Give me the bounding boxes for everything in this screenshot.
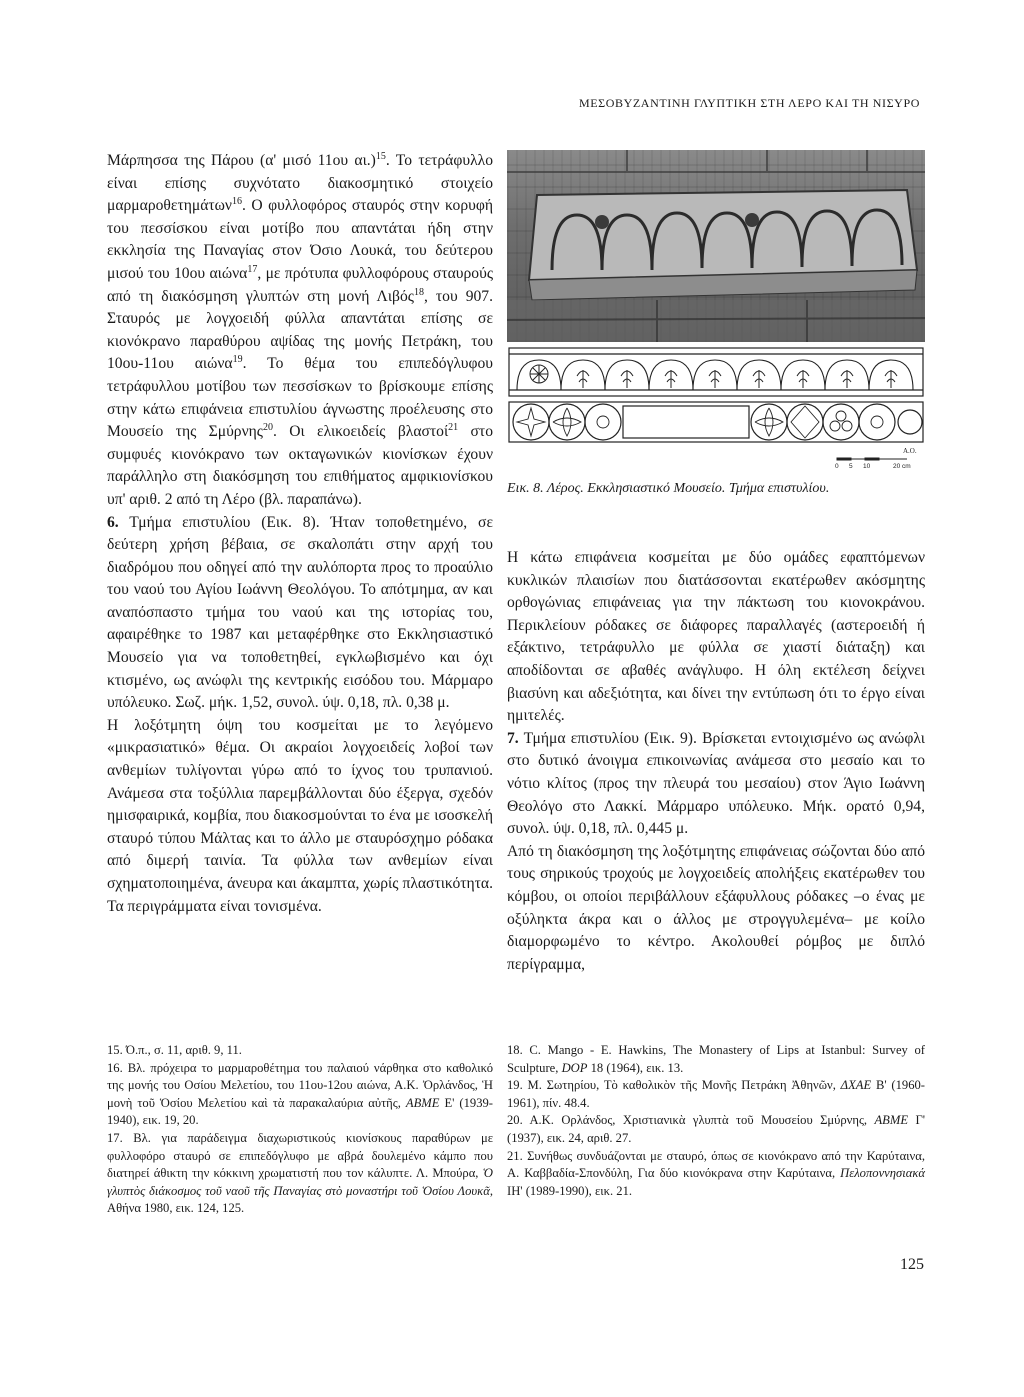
footnote-16: 16. Βλ. πρόχειρα το μαρμαροθέτημα του παλαιού νάρθηκα στο καθολικό της μονής του Οσίου Μελετίου, του 11ου-12ου αιώνα, Α.Κ. Ὀρλάνδος, Ἡ μονὴ τοῦ Ὁσίου Μελετίου καὶ τὰ παρακαλαύρια αὐτῆς, ΑΒΜΕ Ε' (1939-1940), εικ. 19, 20. xyxy=(107,1060,493,1128)
figure-photo-epistyle xyxy=(507,150,925,342)
footnote-18: 18. C. Mango - E. Hawkins, The Monastery of Lips at Istanbul: Survey of Sculpture, DOP 18 (1964), εικ. 13. xyxy=(507,1043,925,1075)
figure-8 xyxy=(507,150,925,470)
footnote-19: 19. Μ. Σωτηρίου, Τὸ καθολικὸν τῆς Μονῆς Πετράκη Ἀθηνῶν, ΔΧΑΕ Β' (1960-1961), πίν. 48.4. xyxy=(507,1078,925,1110)
right-column xyxy=(507,547,925,976)
footnote-ref-16[interactable]: 16 xyxy=(231,196,242,207)
page-number: 125 xyxy=(900,1256,924,1273)
footnote-ref-20[interactable]: 20 xyxy=(262,421,273,433)
paragraph-right-2: 7. Τμήμα επιστυλίου (Εικ. 9). Βρίσκεται εντοιχισμένο ως ανώφλι στο δυτικό άνοιγμα επικοινωνίας ανάμεσα στο μεσαίο και το νότιο κλίτος (προς την πλευρά του μεσαίου) στον Άγιο Ιωάννη Θεολόγο στο Λακκί. Μάρμαρο υπόλευκο. Μήκ. ορατό 0,94, συνολ. ύψ. 0,18, πλ. 0,445 μ. xyxy=(507,729,925,838)
entry-number-6: 6. xyxy=(107,513,119,531)
scale-label-5: 5 xyxy=(849,463,853,470)
scale-label-20: 20 cm xyxy=(893,463,911,470)
paragraph-right-1: Η κάτω επιφάνεια κοσμείται με δύο ομάδες εφαπτόμενων κυκλικών πλαισίων που διατάσσονται εκατέρωθεν ακόσμητης ορθογώνιας επιφάνειας για την πάκτωση του κιονοκράνου. Περικλείουν ρόδακες σε διάφορες παραλλαγές (αστεροειδή ή εξάκτινο, τετράφυλλο με φύλλα σε χιαστί διάταξη) και αποδίδονται σε αβαθές ανάγλυφο. Η όλη εκτέλεση δείχνει βιασύνη και αδεξιότητα, και δίνει την εντύπωση ότι το έργο είναι ημιτελές. xyxy=(507,549,925,725)
scale-bar xyxy=(837,458,907,460)
scale-label-10: 10 xyxy=(863,463,871,470)
footnote-ref-19[interactable]: 19 xyxy=(232,354,243,366)
footnotes-right xyxy=(507,1042,925,1200)
footnotes-left xyxy=(107,1042,493,1218)
footnote-ref-17[interactable]: 17 xyxy=(247,263,258,275)
paragraph-right-3: Από τη διακόσμηση της λοξότμητης επιφάνειας σώζονται δύο από τους σηρικούς τροχούς με λογχοειδείς απολήξεις εκατέρωθεν του κόμβου, οι οποίοι περιβάλλουν εξάφυλλους ρόδακες –ο ένας με οξύληκτα άκρα και ο άλλος με στρογγυλεμένα– με κοίλο διαμορφωμένο το κέντρο. Ακολουθεί ρόμβος με διπλό περίγραμμα, xyxy=(507,842,925,973)
footnote-21: 21. Συνήθως συνδυάζονται με σταυρό, όπως σε κιονόκρανο από την Καρύταινα, Α. Καββαδία-Σπονδύλη, Για δύο κιονόκρανα στην Καρύταινα, Πελοποννησιακά ΙΗ' (1989-1990), εικ. 21. xyxy=(507,1148,925,1198)
drawing-initials: Α.Ο. xyxy=(903,447,917,455)
figure-drawing-epistyle xyxy=(507,346,925,470)
footnote-ref-21[interactable]: 21 xyxy=(448,421,459,433)
figure-caption: Εικ. 8. Λέρος. Εκκλησιαστικό Μουσείο. Τμήμα επιστυλίου. xyxy=(507,481,830,496)
footnote-17: 17. Βλ. για παράδειγμα διαχωριστικούς κιονίσκους παραθύρων με φυλλοφόρο σταυρό σε επιπεδόγλυφο με αβρά δουλεμένο κάμπο που διατηρεί άθικτη την κόκκινη χρωματιστή που τον κάλυπτε. Λ. Μπούρα, Ὁ γλυπτὸς διάκοσμος τοῦ ναοῦ τῆς Παναγίας στὸ μοναστήρι τοῦ Ὁσίου Λουκᾶ, Αθήνα 1980, εικ. 124, 125. xyxy=(107,1130,493,1216)
paragraph-left-2: 6. Τμήμα επιστυλίου (Εικ. 8). Ήταν τοποθετημένο, σε δεύτερη χρήση βέβαια, σε σκαλοπάτι στην αρχή του διαδρόμου που οδηγεί από την αυλόπορτα προς το πρoαύλιο του ναού του Αγίου Ιωάννη Θεολόγου. Το απότμημα, αν και αναπόσπαστο τμήμα του ναού και της ιστορίας του, αφαιρέθηκε το 1987 και μεταφέρθηκε στο Εκκλησιαστικό Μουσείο για να τοποθετηθεί, εγκλωβισμένο και όχι κτισμένο, ως ανώφλι της κεντρικής εισόδου του. Μάρμαρο υπόλευκο. Σωζ. μήκ. 1,52, συνολ. ύψ. 0,18, πλ. 0,38 μ. xyxy=(107,513,493,712)
footnote-15: 15. Ό.π., σ. 11, αριθ. 9, 11. xyxy=(107,1043,242,1057)
footnote-ref-18[interactable]: 18 xyxy=(413,286,424,298)
footnote-20: 20. Α.Κ. Ορλάνδος, Χριστιανικὰ γλυπτὰ τοῦ Μουσείου Σμύρνης, ΑΒΜΕ Γ' (1937), εικ. 24, αριθ. 27. xyxy=(507,1113,926,1145)
scale-label-0: 0 xyxy=(835,463,839,470)
left-column xyxy=(107,150,493,918)
entry-number-7: 7. xyxy=(507,729,519,747)
running-head: ΜΕΣΟΒΥΖΑΝΤΙΝΗ ΓΛΥΠΤΙΚΗ ΣΤΗ ΛΕΡΟ ΚΑΙ ΤΗ ΝΙΣΥΡΟ xyxy=(578,96,920,110)
paragraph-left-1: Μάρπησσα της Πάρου (α' μισό 11ου αι.)$^{15}$. Το τετράφυλλο είναι επίσης συχνότατο διακοσμητικό στοιχείο μαρμαροθετημάτων$^{16}$. Ο φυλλοφόρος σταυρός στην κορυφή του πεσσίσκου είναι μοτίβο που απαντάται ήδη στην εκκλησία της Παναγίας στον Όσιο Λουκά, του δεύτερου μισού του 10ου αιώνα$^{17}$, με πρότυπα φυλλοφόρους σταυρούς από τη διακόσμηση γλυπτών στη μονή Λιβός$^{18}$, του 907. Σταυρός με λογχοειδή φύλλα απαντάται επίσης σε κιονόκρανο παραθύρου αψίδας της μονής Πετράκη, του 10ου-11ου αιώνα$^{19}$. Το θέμα του επιπεδόγλυφου τετράφυλλου μοτίβου των πεσσίσκων το βρίσκουμε επίσης στην κάτω επιφάνεια επιστυλίου άγνωστης προέλευσης στο Μουσείο της Σμύρνης$^{20}$. Οι ελικοειδείς βλαστοί$^{21}$ στο συμφυές κιονόκρανο των οκταγωνικών κιονίσκων έχουν παράλληλο στη διακόσμηση του επιθήματος αμφικιονίσκου υπ' αριθ. 2 από τη Λέρο (βλ. παραπάνω). xyxy=(107,150,493,508)
footnote-ref-15[interactable]: 15 xyxy=(375,150,386,162)
paragraph-left-3: Η λοξότμητη όψη του κοσμείται με το λεγόμενο «μικρασιατικό» θέμα. Οι ακραίοι λογχοειδείς λοβοί των ανθεμίων τυλίγονται γύρω από το ίχνος του τρυπανιού. Ανάμεσα στα τοξύλλια παρεμβάλλονται δύο έξεργα, σχεδόν ημισφαιρικά, κομβία, που διακοσμούνται το ένα με ισοσκελή σταυρό τύπου Μάλτας και το άλλο με σταυρόσχημο ρόδακα από διμερή ταινία. Τα φύλλα των ανθεμίων είναι σχηματοποιημένα, άνευρα και άκαμπτα, χωρίς πλαστικότητα. Τα περιγράμματα είναι τονισμένα. xyxy=(107,716,493,915)
